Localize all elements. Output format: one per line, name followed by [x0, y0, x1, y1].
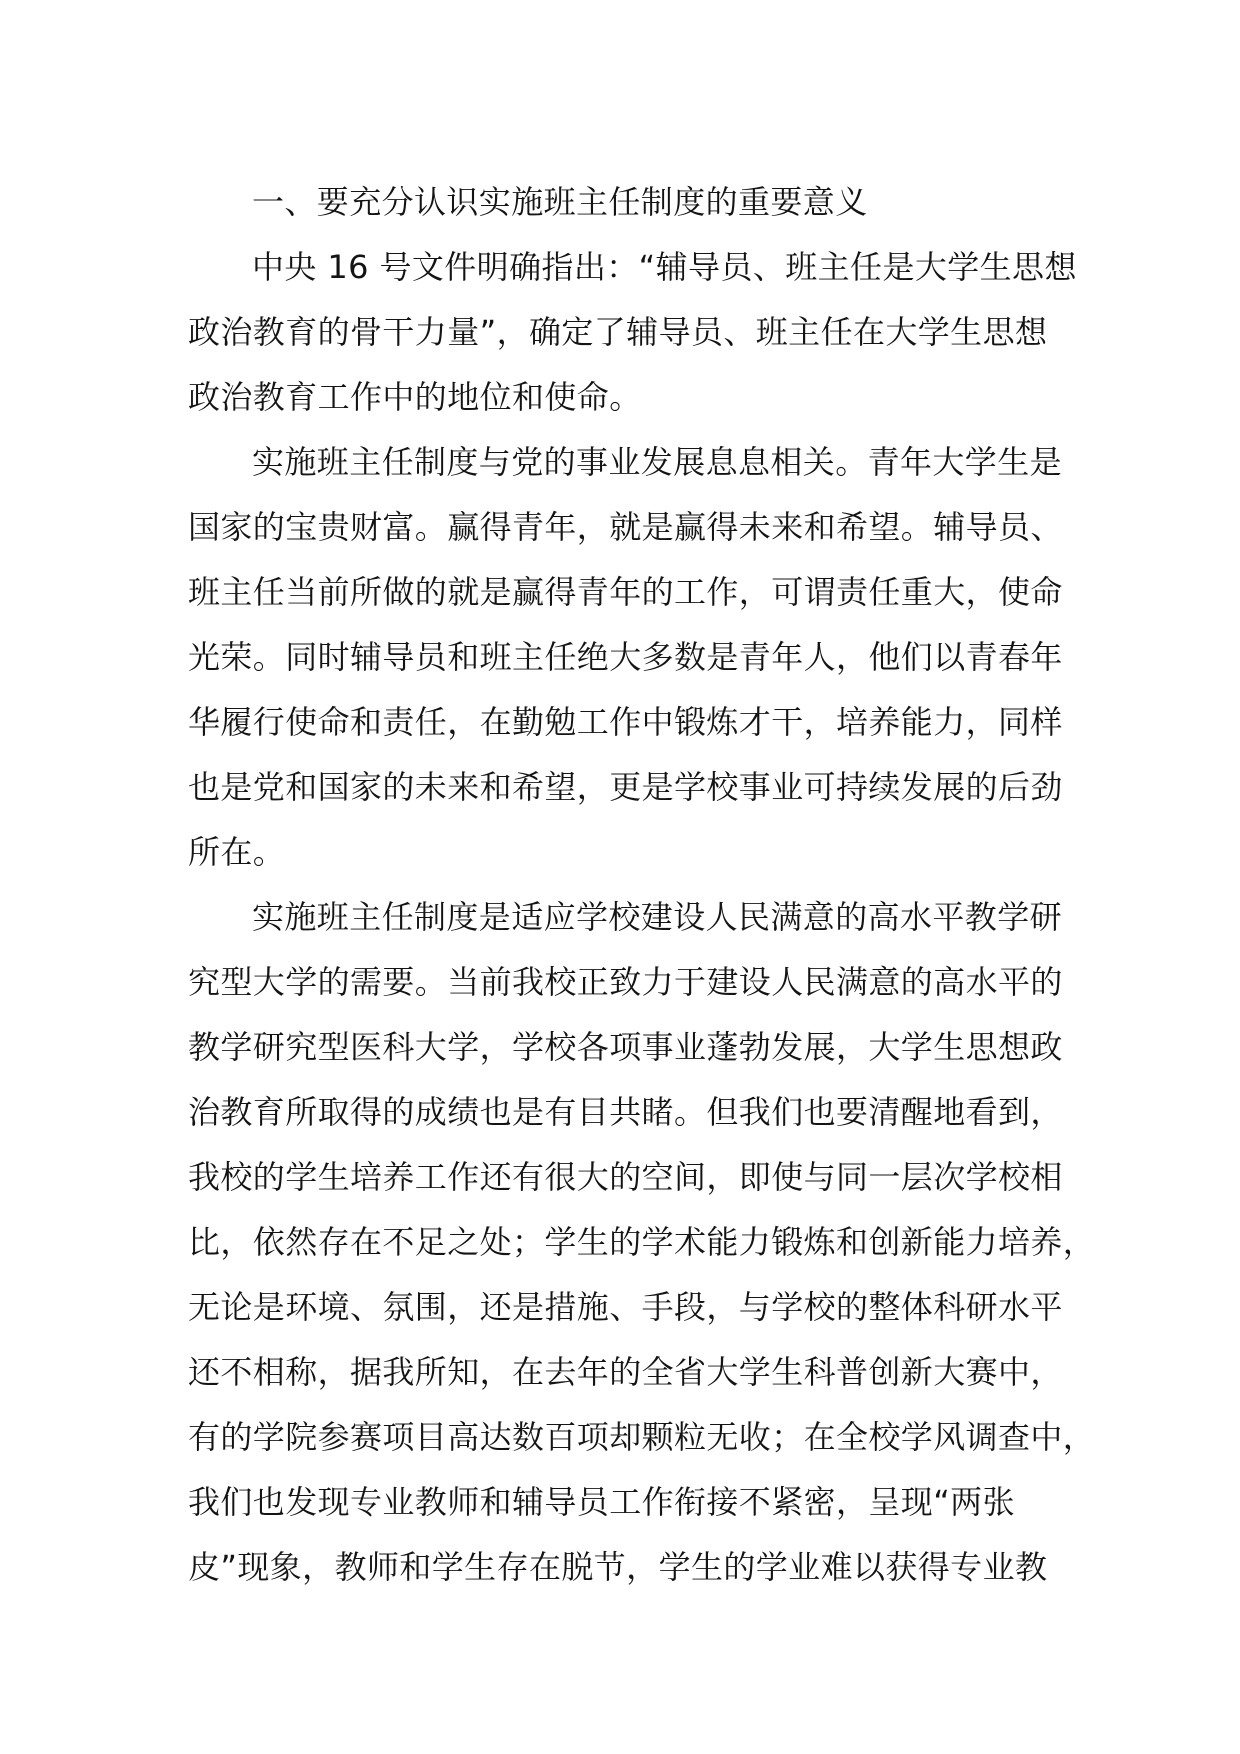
paragraph-line: 皮”现象，教师和学生存在脱节，学生的学业难以获得专业教 — [188, 1548, 1048, 1586]
paragraph-line: 实施班主任制度与党的事业发展息息相关。青年大学生是 — [252, 443, 1063, 481]
paragraph-line: 无论是环境、氛围，还是措施、手段，与学校的整体科研水平 — [188, 1288, 1063, 1326]
paragraph-line: 所在。 — [188, 833, 286, 871]
paragraph-line: 我们也发现专业教师和辅导员工作衔接不紧密，呈现“两张 — [188, 1483, 1015, 1521]
paragraph-line: 究型大学的需要。当前我校正致力于建设人民满意的高水平的 — [188, 963, 1063, 1001]
paragraph-line: 比，依然存在不足之处；学生的学术能力锻炼和创新能力培养， — [188, 1223, 1096, 1261]
paragraph-line: 也是党和国家的未来和希望，更是学校事业可持续发展的后劲 — [188, 768, 1063, 806]
paragraph-3 — [188, 885, 1096, 1600]
paragraph-1 — [188, 235, 1077, 430]
paragraph-line: 还不相称，据我所知，在去年的全省大学生科普创新大赛中， — [188, 1353, 1063, 1391]
paragraph-line: 班主任当前所做的就是赢得青年的工作，可谓责任重大，使命 — [188, 573, 1063, 611]
paragraph-line: 中央 16 号文件明确指出：“辅导员、班主任是大学生思想 — [252, 248, 1077, 286]
paragraph-line: 国家的宝贵财富。赢得青年，就是赢得未来和希望。辅导员、 — [188, 508, 1063, 546]
paragraph-line: 治教育所取得的成绩也是有目共睹。但我们也要清醒地看到， — [188, 1093, 1063, 1131]
document-page — [188, 170, 1096, 1600]
paragraph-line: 教学研究型医科大学，学校各项事业蓬勃发展，大学生思想政 — [188, 1028, 1063, 1066]
paragraph-line: 我校的学生培养工作还有很大的空间，即使与同一层次学校相 — [188, 1158, 1063, 1196]
paragraph-line: 政治教育的骨干力量”，确定了辅导员、班主任在大学生思想 — [188, 313, 1048, 351]
paragraph-line: 华履行使命和责任，在勤勉工作中锻炼才干，培养能力，同样 — [188, 703, 1063, 741]
paragraph-line: 光荣。同时辅导员和班主任绝大多数是青年人，他们以青春年 — [188, 638, 1063, 676]
section-heading: 一、要充分认识实施班主任制度的重要意义 — [252, 183, 868, 221]
paragraph-2 — [188, 430, 1063, 885]
paragraph-line: 有的学院参赛项目高达数百项却颗粒无收；在全校学风调查中， — [188, 1418, 1096, 1456]
paragraph-line: 实施班主任制度是适应学校建设人民满意的高水平教学研 — [252, 898, 1063, 936]
paragraph-line: 政治教育工作中的地位和使命。 — [188, 378, 642, 416]
